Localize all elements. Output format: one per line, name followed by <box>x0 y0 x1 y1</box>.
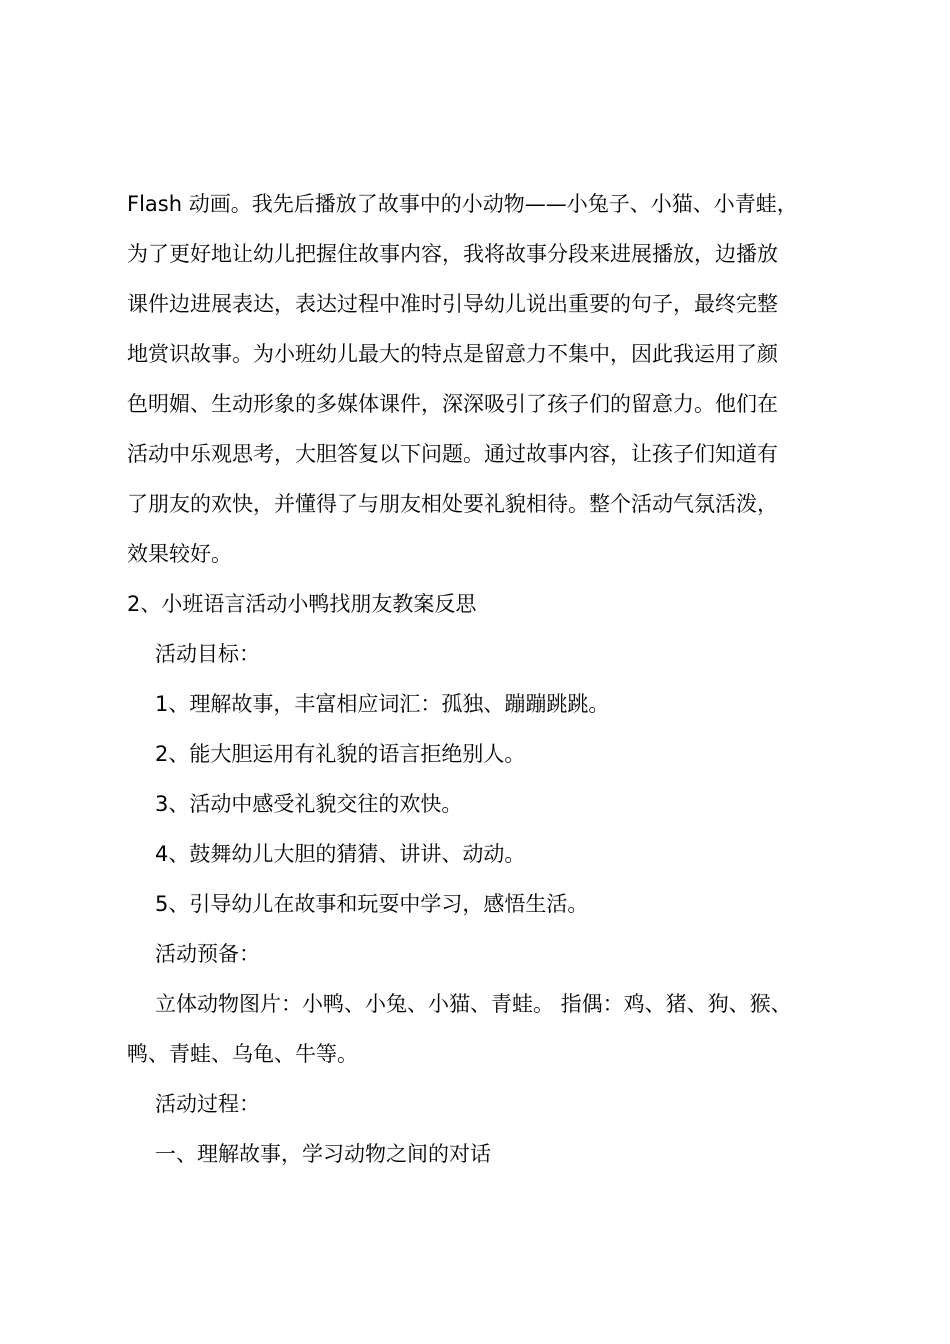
list-item: 4、鼓舞幼儿大胆的猜猜、讲讲、动动。 <box>155 842 526 866</box>
subheading-process: 活动过程： <box>155 1092 260 1116</box>
paragraph-line: Flash 动画。我先后播放了故事中的小动物——小兔子、小猫、小青蛙， <box>127 192 798 216</box>
step-heading: 一、理解故事，学习动物之间的对话 <box>155 1142 491 1166</box>
list-item: 5、引导幼儿在故事和玩耍中学习，感悟生活。 <box>155 892 589 916</box>
list-item: 3、活动中感受礼貌交往的欢快。 <box>155 792 463 816</box>
subheading-goals: 活动目标： <box>155 642 260 666</box>
paragraph-line: 鸭、青蛙、乌龟、牛等。 <box>127 1042 358 1066</box>
paragraph-line: 立体动物图片：小鸭、小兔、小猫、青蛙。 指偶：鸡、猪、狗、猴、 <box>155 992 792 1016</box>
subheading-preparation: 活动预备： <box>155 942 260 966</box>
document-body <box>127 179 857 1179</box>
paragraph-line: 了朋友的欢快，并懂得了与朋友相处要礼貌相待。整个活动气氛活泼， <box>127 492 778 516</box>
list-item: 2、能大胆运用有礼貌的语言拒绝别人。 <box>155 742 526 766</box>
paragraph-line: 色明媚、生动形象的多媒体课件，深深吸引了孩子们的留意力。他们在 <box>127 392 778 416</box>
paragraph-line: 效果较好。 <box>127 542 232 566</box>
paragraph-line: 课件边进展表达，表达过程中准时引导幼儿说出重要的句子，最终完整 <box>127 292 778 316</box>
paragraph-line: 活动中乐观思考，大胆答复以下问题。通过故事内容，让孩子们知道有 <box>127 442 778 466</box>
section-heading: 2、小班语言活动小鸭找朋友教案反思 <box>127 592 477 616</box>
paragraph-line: 地赏识故事。为小班幼儿最大的特点是留意力不集中，因此我运用了颜 <box>127 342 778 366</box>
paragraph-line: 为了更好地让幼儿把握住故事内容，我将故事分段来进展播放，边播放 <box>127 242 778 266</box>
list-item: 1、理解故事，丰富相应词汇：孤独、蹦蹦跳跳。 <box>155 692 610 716</box>
